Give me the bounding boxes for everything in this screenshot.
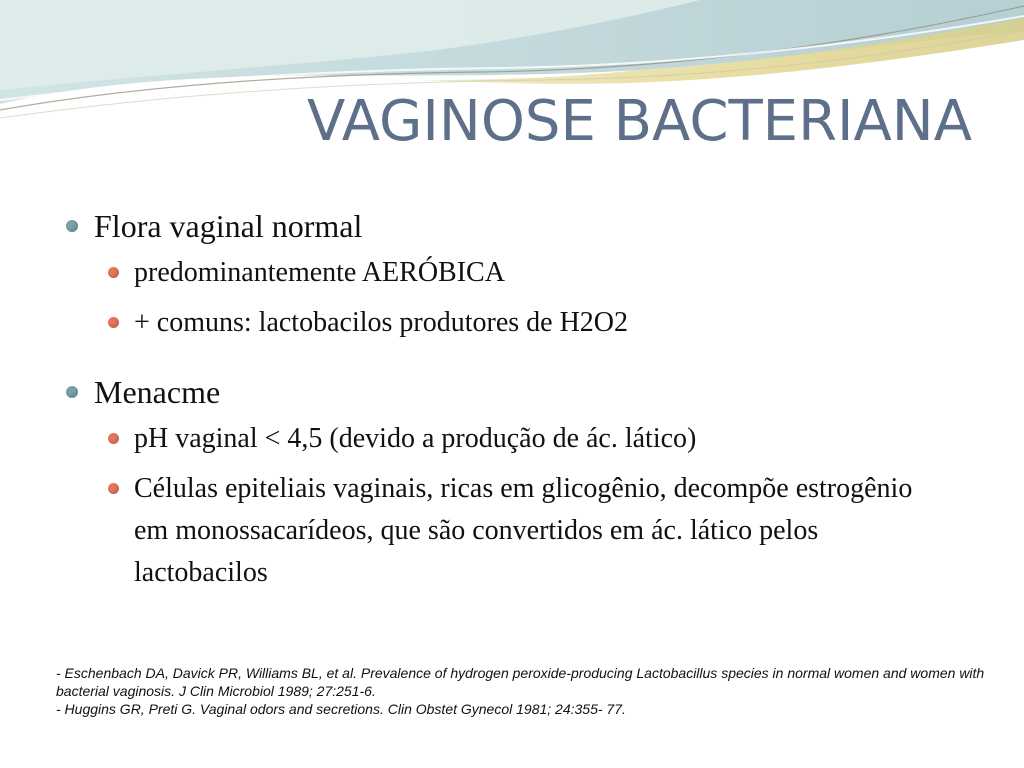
level2-bullet-item (108, 418, 966, 460)
level1-bullet-item (66, 200, 966, 252)
level2-bullet-item (108, 302, 966, 344)
bullet-content (66, 200, 966, 602)
teal-bullet-icon (66, 220, 78, 232)
level2-bullet-item (108, 252, 966, 294)
level2-bullet-text: Células epiteliais vaginais, ricas em glicogênio, decompõe estrogênio em monossacarídeos, que são convertidos em ác. lático pelos lactobacilos (134, 473, 913, 588)
level2-bullet-text: + comuns: lactobacilos produtores de H2O2 (134, 307, 629, 338)
level2-bullet-text: pH vaginal < 4,5 (devido a produção de ác. lático) (134, 423, 697, 454)
reference-item: - Huggins GR, Preti G. Vaginal odors and secretions. Clin Obstet Gynecol 1981; 24:355- 77. (56, 701, 626, 717)
orange-bullet-icon (108, 317, 119, 328)
orange-bullet-icon (108, 267, 119, 278)
section-menacme (66, 366, 966, 594)
sub-bullet-list (108, 418, 966, 594)
orange-bullet-icon (108, 483, 119, 494)
sub-bullet-list (108, 252, 966, 344)
level1-bullet-text: Flora vaginal normal (94, 208, 363, 244)
level1-bullet-item (66, 366, 966, 418)
slide-title: VAGINOSE BACTERIANA (306, 89, 972, 154)
section-flora-vaginal (66, 200, 966, 344)
teal-bullet-icon (66, 386, 78, 398)
orange-bullet-icon (108, 433, 119, 444)
level1-bullet-text: Menacme (94, 374, 221, 410)
references (56, 664, 1006, 718)
level2-bullet-text: predominantemente AERÓBICA (134, 257, 505, 288)
reference-item: - Eschenbach DA, Davick PR, Williams BL, et al. Prevalence of hydrogen peroxide-producing Lactobacillus species in normal women and women with bacterial vaginosis. J Clin Microbiol 1989; 27:251-6. (56, 665, 985, 699)
level2-bullet-item (108, 468, 966, 594)
